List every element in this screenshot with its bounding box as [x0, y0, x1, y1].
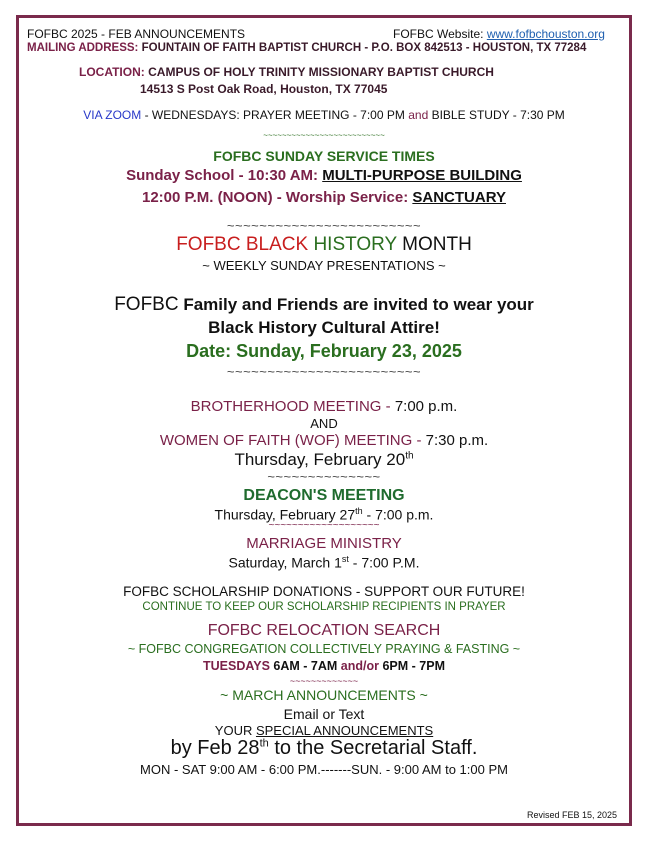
black-history-divider: ~~~~~~~~~~~~~~~~~~~~~~~~ — [226, 218, 422, 233]
meetings-date-sup: th — [405, 450, 414, 462]
relocation-time1: 6AM - 7AM — [273, 659, 338, 673]
zoom-prefix: VIA ZOOM — [83, 108, 142, 122]
invite-line2: Black History Cultural Attire! — [208, 318, 440, 337]
zoom-and: and — [408, 108, 429, 122]
meetings-and: AND — [310, 416, 338, 431]
location-value: CAMPUS OF HOLY TRINITY MISSIONARY BAPTIST CHURCH — [148, 65, 494, 79]
deacon-heading: DEACON'S MEETING — [243, 487, 405, 504]
meetings-date — [19, 450, 629, 470]
march-line2-underlined: SPECIAL ANNOUNCEMENTS — [255, 723, 434, 738]
brotherhood-time: 7:00 p.m. — [394, 398, 458, 415]
relocation-time2: 6PM - 7PM — [382, 659, 445, 673]
march-heading: ~ MARCH ANNOUNCEMENTS ~ — [220, 687, 428, 703]
march-deadline-suffix: to the Secretarial Staff. — [274, 737, 478, 759]
worship-line — [19, 189, 629, 206]
marriage-date-prefix: Saturday, March 1 — [228, 554, 342, 571]
relocation-divider: ~~~~~~~~~~~~~ — [289, 676, 359, 686]
marriage-date-sup: st — [341, 554, 349, 564]
relocation-heading: FOFBC RELOCATION SEARCH — [207, 622, 441, 639]
services-divider: ~~~~~~~~~~~~~~~~~~~~~~~~~~ — [263, 131, 385, 140]
wof-time: 7:30 p.m. — [425, 432, 489, 449]
announcement-title: FOFBC 2025 - FEB ANNOUNCEMENTS — [27, 27, 246, 41]
deacon-divider: ~~~~~~~~~~~~~~~~~~~ — [268, 520, 380, 531]
march-deadline-prefix: by Feb 28 — [170, 737, 260, 759]
zoom-schedule — [19, 108, 629, 122]
wof-line — [19, 432, 629, 449]
marriage-date — [19, 554, 629, 571]
website-line — [393, 27, 605, 41]
sunday-school-line — [19, 167, 629, 184]
mailing-address — [27, 42, 586, 54]
invite-rest: Family and Friends are invited to wear your — [183, 295, 534, 314]
march-deadline-sup: th — [259, 737, 269, 750]
mailing-value: FOUNTAIN OF FAITH BAPTIST CHURCH - P.O. BOX 842513 - HOUSTON, TX 77284 — [141, 42, 587, 54]
marriage-date-suffix: - 7:00 P.M. — [352, 554, 420, 571]
black-history-subtitle: ~ WEEKLY SUNDAY PRESENTATIONS ~ — [202, 258, 446, 273]
deacon-date-prefix: Thursday, February 27 — [214, 506, 356, 523]
deacon-date-suffix: - 7:00 p.m. — [366, 506, 434, 523]
zoom-part2: BIBLE STUDY - 7:30 PM — [431, 108, 565, 122]
wof-label: WOMEN OF FAITH (WOF) MEETING - — [159, 432, 422, 449]
office-hours: MON - SAT 9:00 AM - 6:00 PM.-------SUN. - 9:00 AM to 1:00 PM — [140, 762, 508, 777]
zoom-part1: - WEDNESDAYS: PRAYER MEETING - 7:00 PM — [144, 108, 405, 122]
revised-date: Revised FEB 15, 2025 — [527, 810, 618, 820]
brotherhood-label: BROTHERHOOD MEETING - — [190, 398, 391, 415]
location-label: LOCATION: — [79, 65, 145, 79]
worship-prefix: 12:00 P.M. (NOON) - Worship Service: — [142, 189, 409, 206]
mailing-label: MAILING ADDRESS: — [27, 42, 139, 54]
black-history-word2: HISTORY — [313, 234, 397, 255]
location-address: 14513 S Post Oak Road, Houston, TX 77045 — [140, 82, 388, 96]
relocation-and: and/or — [340, 659, 379, 673]
march-line1: Email or Text — [283, 706, 365, 722]
march-line2-prefix: YOUR — [214, 723, 253, 738]
black-history-word1: FOFBC BLACK — [176, 234, 309, 255]
relocation-subtitle: ~ FOFBC CONGREGATION COLLECTIVELY PRAYING & FASTING ~ — [127, 642, 521, 656]
deacon-date-sup: th — [355, 506, 363, 516]
brotherhood-line — [19, 398, 629, 415]
website-label: FOFBC Website: — [393, 27, 484, 41]
scholarship-line1: FOFBC SCHOLARSHIP DONATIONS - SUPPORT OUR FUTURE! — [123, 584, 525, 599]
marriage-heading: MARRIAGE MINISTRY — [246, 535, 402, 552]
event-date: Date: Sunday, February 23, 2025 — [186, 341, 462, 361]
worship-place: SANCTUARY — [412, 189, 506, 206]
services-heading: FOFBC SUNDAY SERVICE TIMES — [213, 148, 435, 164]
invite-line1 — [19, 294, 629, 316]
relocation-days: TUESDAYS — [203, 659, 270, 673]
black-history-divider-2: ~~~~~~~~~~~~~~~~~~~~~~~~ — [226, 364, 422, 379]
website-link[interactable]: www.fofbchouston.org — [486, 27, 605, 41]
black-history-word3: MONTH — [402, 234, 472, 255]
sunday-school-place: MULTI-PURPOSE BUILDING — [322, 167, 522, 184]
meetings-divider: ~~~~~~~~~~~~~~ — [267, 469, 381, 484]
black-history-heading — [19, 234, 629, 256]
sunday-school-prefix: Sunday School - 10:30 AM: — [126, 167, 319, 184]
march-deadline — [19, 737, 629, 760]
invite-prefix: FOFBC — [114, 294, 179, 315]
location — [79, 65, 494, 79]
scholarship-line2: CONTINUE TO KEEP OUR SCHOLARSHIP RECIPIENTS IN PRAYER — [142, 601, 506, 613]
relocation-times — [19, 659, 629, 673]
meetings-date-prefix: Thursday, February 20 — [234, 450, 406, 469]
march-line2 — [19, 723, 629, 738]
